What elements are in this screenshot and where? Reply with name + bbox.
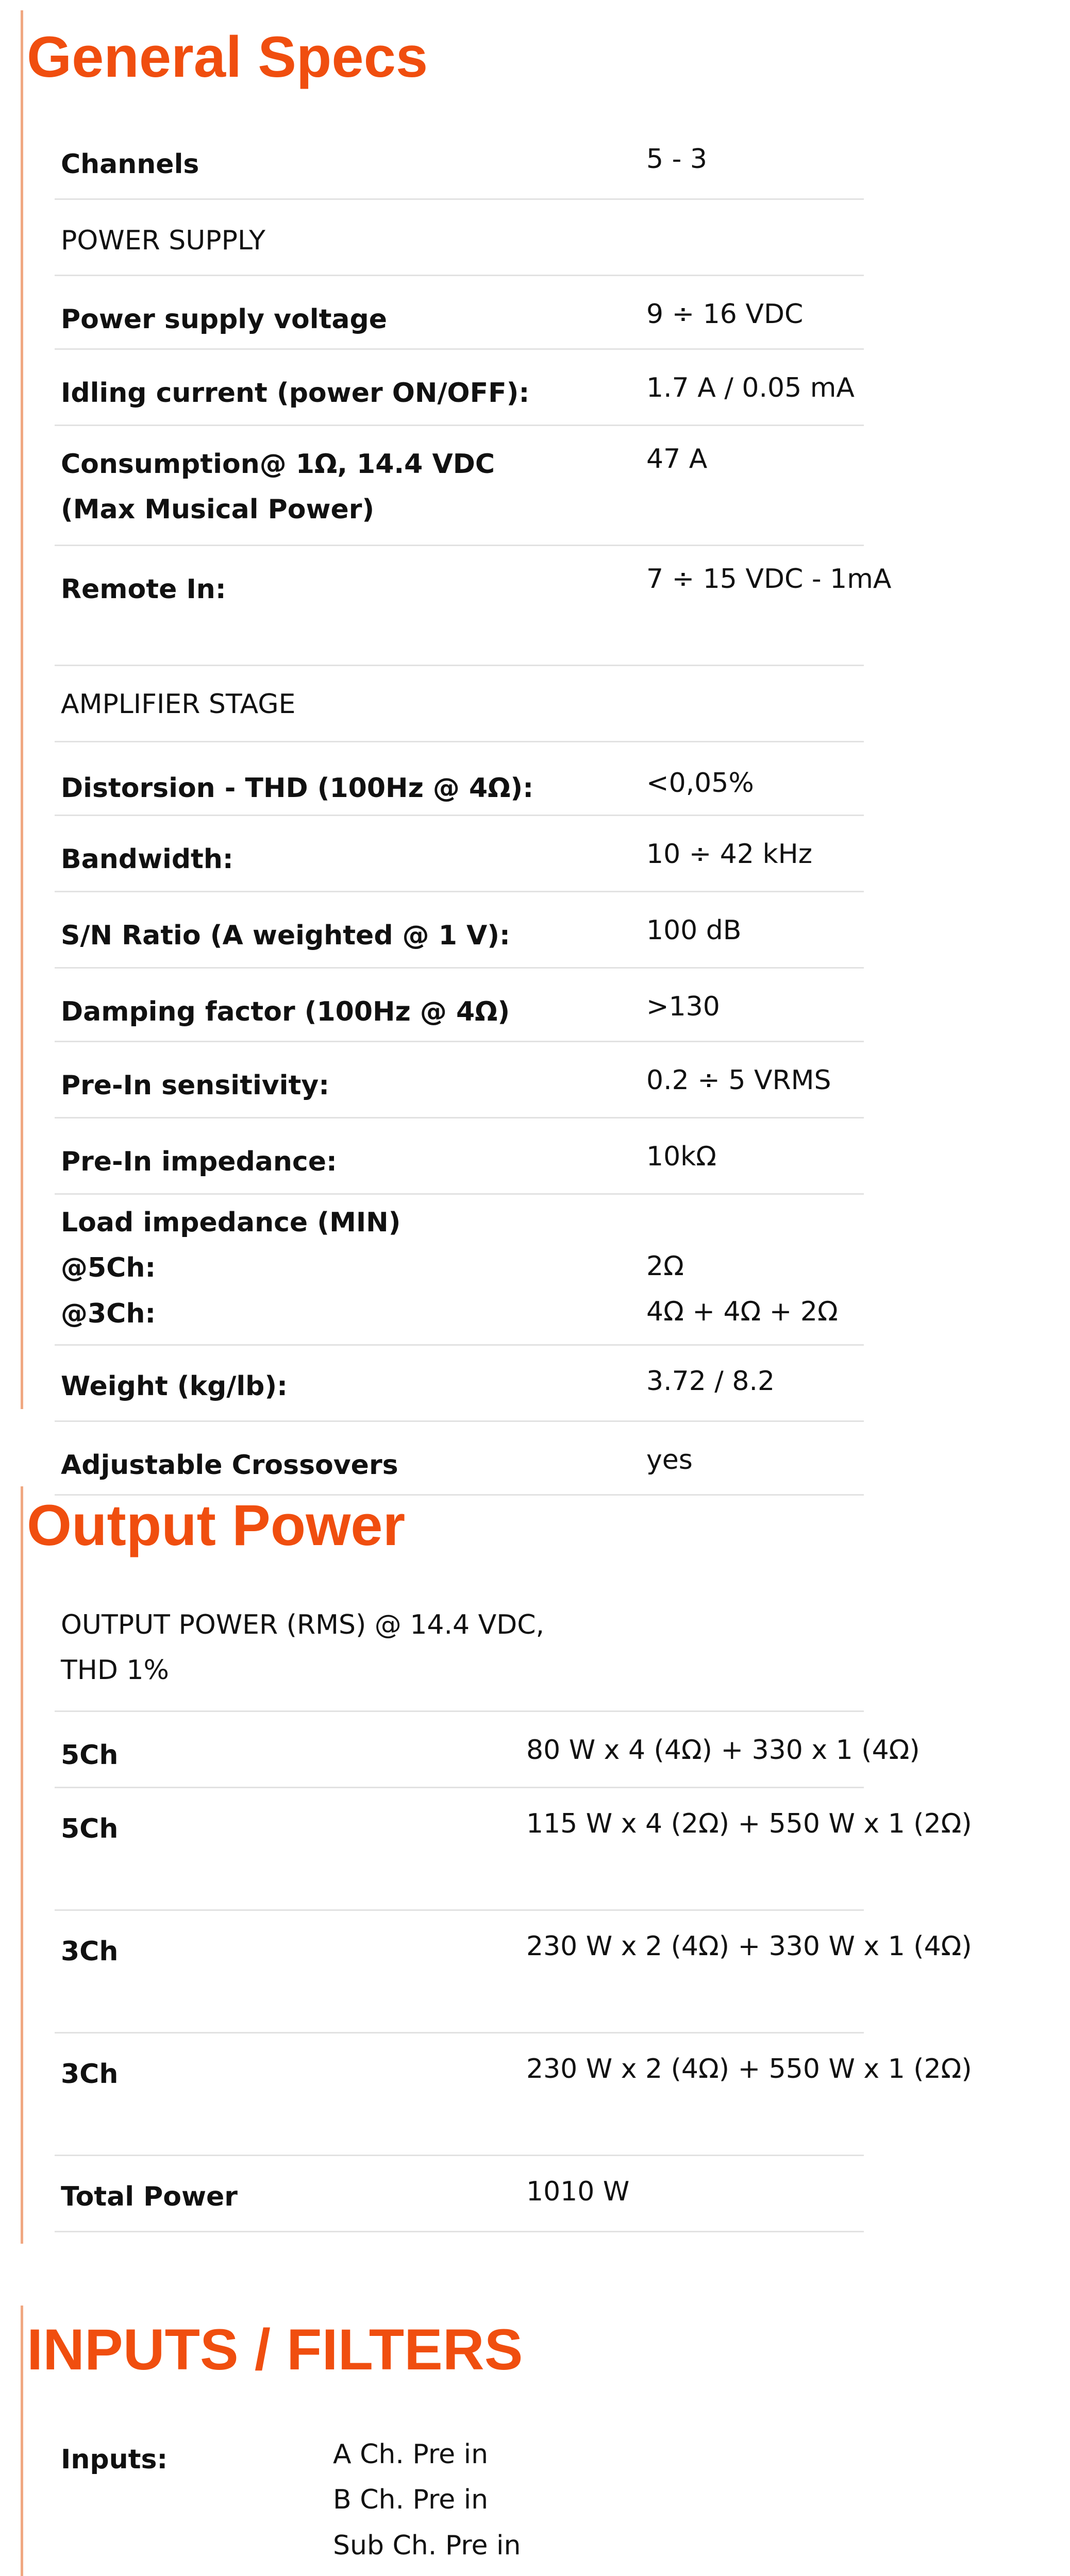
spec-value: <0,05% [646,768,754,799]
spec-value: 5 - 3 [646,144,707,175]
output-label: 5Ch [61,1740,119,1771]
output-group-label-line2: THD 1% [61,1655,169,1686]
output-row-3ch-2ohm [55,2033,972,2156]
spec-value: 3.72 / 8.2 [646,1366,775,1397]
spec-row-remote-in [55,546,892,666]
spec-value: 0.2 ÷ 5 VRMS [646,1065,831,1096]
output-group-rms [55,1589,864,1712]
spec-row-pre-in-impedance [55,1118,864,1195]
spec-row-sn-ratio [55,892,864,969]
input-value-b-ch: B Ch. Pre in [333,2484,489,2516]
spec-value: 47 A [646,444,708,474]
output-group-label-block [61,1602,544,1693]
output-power-section [21,1486,23,2244]
spec-label-5ch: @5Ch: [61,1252,156,1284]
output-label: 5Ch [61,1814,119,1844]
spec-row-adjustable-crossovers [55,1422,864,1496]
spec-label: Pre-In impedance: [61,1146,337,1177]
spec-value: 10kΩ [646,1141,717,1172]
output-label: 3Ch [61,1936,119,1967]
output-value: 230 W x 2 (4Ω) + 330 W x 1 (4Ω) [526,1931,972,1962]
output-power-title: Output Power [27,1493,406,1557]
spec-row-weight [55,1346,864,1422]
spec-row-consumption [55,426,864,546]
spec-value: >130 [646,991,720,1022]
spec-group-label: AMPLIFIER STAGE [61,689,296,720]
spec-label: Weight (kg/lb): [61,1371,288,1402]
spec-label: Damping factor (100Hz @ 4Ω) [61,996,510,1027]
spec-value: 7 ÷ 15 VDC - 1mA [646,564,892,595]
spec-value: 10 ÷ 42 kHz [646,839,813,870]
output-row-5ch-2ohm [55,1788,972,1911]
inputs-filters-table [55,2421,864,2576]
inputs-filters-title: INPUTS / FILTERS [27,2317,523,2382]
spec-label-block [61,1200,400,1336]
spec-label: Power supply voltage [61,304,388,335]
spec-label: Adjustable Crossovers [61,1450,398,1481]
spec-label: Distorsion - THD (100Hz @ 4Ω): [61,773,533,804]
output-group-label: OUTPUT POWER (RMS) @ 14.4 VDC, [61,1609,545,1640]
output-row-3ch-4ohm [55,1911,972,2033]
spec-label: Remote In: [61,574,226,605]
spec-label-3ch: @3Ch: [61,1298,156,1329]
spec-value: 100 dB [646,915,742,946]
input-row-inputs [55,2421,864,2576]
spec-group-label: POWER SUPPLY [61,225,265,256]
inputs-filters-section [21,2306,23,2576]
spec-row-supply-voltage [55,276,864,350]
spec-label: Channels [61,149,199,180]
input-value-sub-ch: Sub Ch. Pre in [333,2530,521,2561]
input-value-block [333,2432,521,2568]
spec-row-thd [55,742,864,816]
input-label: Inputs: [61,2444,168,2475]
output-power-table [55,1589,972,2232]
general-specs-table [55,126,892,1496]
output-value: 230 W x 2 (4Ω) + 550 W x 1 (2Ω) [526,2054,972,2084]
general-specs-title: General Specs [27,25,428,89]
spec-value-block [646,1244,838,1335]
spec-row-bandwidth [55,816,864,892]
spec-value-3ch: 4Ω + 4Ω + 2Ω [646,1296,838,1328]
spec-value: 9 ÷ 16 VDC [646,299,804,330]
spec-row-damping-factor [55,969,864,1042]
output-value: 115 W x 4 (2Ω) + 550 W x 1 (2Ω) [526,1808,972,1839]
spec-label-line2: (Max Musical Power) [61,494,375,526]
spec-label: Pre-In sensitivity: [61,1070,330,1101]
spec-value: yes [646,1445,693,1476]
spec-row-load-impedance [55,1195,864,1346]
spec-label: Bandwidth: [61,844,233,875]
spec-row-idling-current [55,350,864,426]
general-specs-section [21,10,23,1409]
output-row-total-power [55,2156,864,2232]
spec-group-amplifier-stage [55,666,864,742]
spec-value: 1.7 A / 0.05 mA [646,372,855,403]
input-value-a-ch: A Ch. Pre in [333,2439,489,2470]
output-label: 3Ch [61,2059,119,2090]
spec-row-channels [55,126,864,200]
spec-label-block [61,442,495,533]
output-value: 1010 W [526,2176,630,2207]
spec-label: Load impedance (MIN) [61,1207,401,1238]
spec-label: Consumption@ 1Ω, 14.4 VDC [61,449,495,480]
output-row-5ch-4ohm [55,1712,920,1788]
spec-label: Idling current (power ON/OFF): [61,378,530,409]
spec-row-pre-in-sensitivity [55,1042,864,1118]
spec-label: S/N Ratio (A weighted @ 1 V): [61,920,510,951]
output-value: 80 W x 4 (4Ω) + 330 x 1 (4Ω) [526,1735,920,1766]
spec-group-power-supply [55,200,864,276]
output-label: Total Power [61,2181,238,2212]
spec-value-5ch: 2Ω [646,1251,684,1282]
